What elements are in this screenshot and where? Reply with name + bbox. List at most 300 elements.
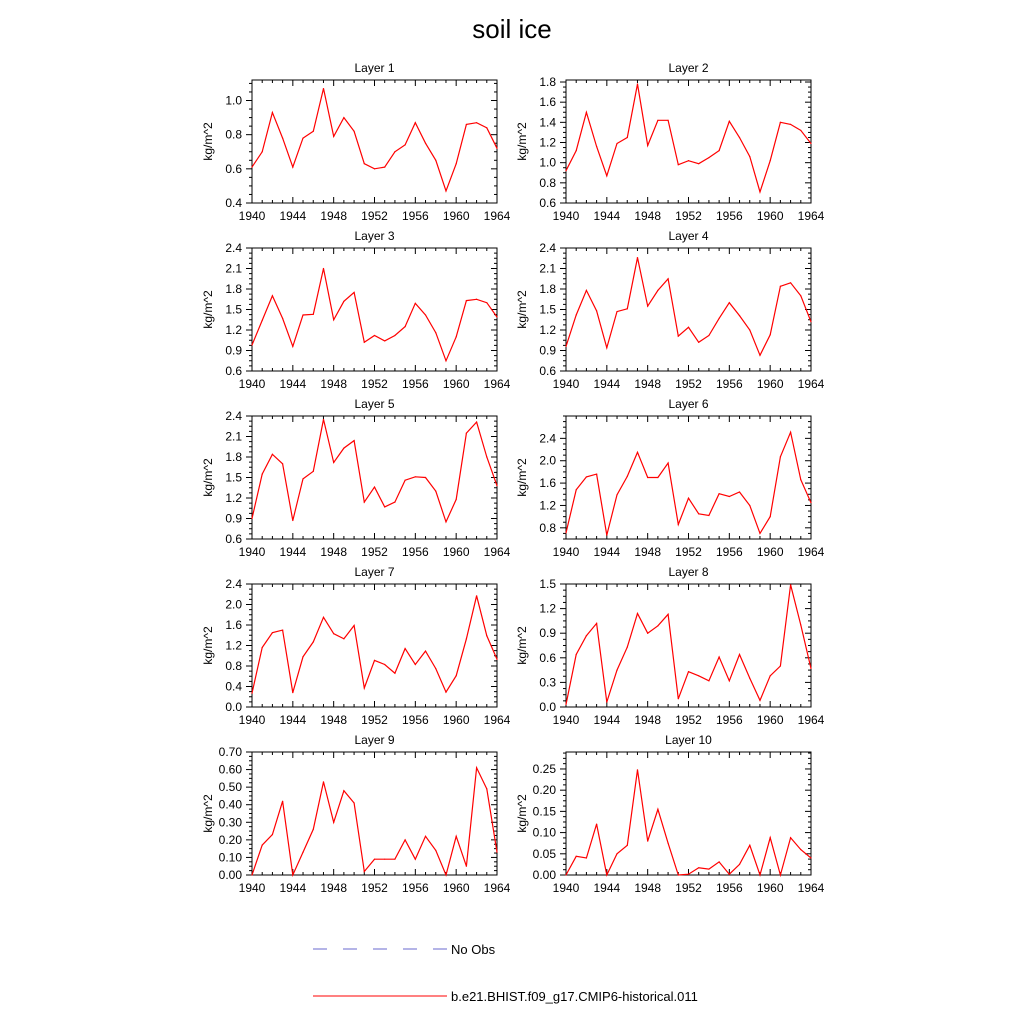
y-tick-label: 0.0 [225,700,242,714]
y-axis-label: kg/m^2 [515,626,529,665]
data-point [606,874,607,875]
y-tick-label: 1.2 [539,601,556,616]
data-point [698,163,699,164]
data-point [780,874,781,875]
data-point [780,665,781,666]
data-point [384,506,385,507]
data-point [790,837,791,838]
data-point [251,874,252,875]
y-tick-label: 0.40 [218,797,242,812]
data-point [770,837,771,838]
data-point [394,502,395,503]
data-point [313,131,314,132]
data-point [384,859,385,860]
x-tick-label: 1960 [756,545,784,559]
data-point [729,496,730,497]
y-tick-label: 0.30 [218,815,242,830]
y-tick-label: 1.5 [225,302,242,317]
y-tick-label: 0.00 [532,868,556,882]
data-point [313,829,314,830]
data-point [405,648,406,649]
data-point [800,849,801,850]
data-point [759,533,760,534]
y-tick-label: 2.4 [225,241,242,255]
data-point [627,137,628,138]
data-point [262,151,263,152]
data-point [394,151,395,152]
y-axis-label: kg/m^2 [515,290,529,329]
data-point [251,518,252,519]
data-point [262,845,263,846]
y-tick-label: 1.2 [539,323,556,337]
data-point [586,857,587,858]
y-tick-label: 1.8 [225,282,242,296]
x-tick-label: 1944 [279,209,307,223]
data-point [565,874,566,875]
data-point [496,852,497,853]
y-tick-label: 0.6 [225,364,242,378]
y-tick-label: 1.4 [539,115,556,130]
y-tick-label: 0.15 [532,804,556,819]
data-point [262,473,263,474]
y-tick-label: 1.8 [225,450,242,464]
data-point [596,146,597,147]
legend-model-label: b.e21.BHIST.f09_g17.CMIP6-historical.011 [451,989,698,1004]
data-point [292,167,293,168]
series-line [566,770,811,875]
data-point [708,157,709,158]
x-tick-label: 1964 [797,377,825,391]
data-point [627,308,628,309]
data-point [637,452,638,453]
panel-8 [515,565,825,727]
y-tick-label: 0.70 [218,745,242,759]
data-point [678,164,679,165]
x-tick-label: 1960 [442,881,470,895]
x-tick-label: 1964 [483,377,511,391]
data-point [302,852,303,853]
data-point [647,633,648,634]
x-tick-label: 1948 [320,545,348,559]
data-point [739,654,740,655]
data-point [251,167,252,168]
x-tick-label: 1952 [675,545,702,559]
x-tick-label: 1952 [361,209,388,223]
data-point [616,494,617,495]
data-point [333,136,334,137]
data-point [800,624,801,625]
y-tick-label: 1.2 [539,498,556,513]
data-point [302,314,303,315]
data-point [415,476,416,477]
y-tick-label: 0.8 [225,659,242,673]
data-point [445,692,446,693]
data-point [688,671,689,672]
x-tick-label: 1944 [593,713,621,727]
y-tick-label: 2.1 [225,429,242,444]
y-tick-label: 1.2 [225,323,242,337]
series-line [566,432,811,535]
y-tick-label: 1.8 [539,282,556,296]
data-point [292,520,293,521]
data-point [739,491,740,492]
data-point [476,299,477,300]
panel-title: Layer 7 [354,565,395,579]
data-point [415,859,416,860]
data-point [445,360,446,361]
data-point [394,673,395,674]
x-tick-label: 1944 [593,209,621,223]
y-tick-label: 1.0 [539,155,556,170]
panel-frame [252,80,497,203]
x-tick-label: 1944 [593,377,621,391]
x-tick-label: 1948 [634,881,662,895]
x-tick-label: 1940 [238,209,266,223]
legend [313,942,698,1004]
data-point [698,867,699,868]
data-point [374,859,375,860]
y-tick-label: 0.00 [218,868,242,882]
x-tick-label: 1944 [593,545,621,559]
x-tick-label: 1956 [401,545,429,559]
data-point [759,700,760,701]
data-point [466,638,467,639]
y-tick-label: 0.3 [539,675,556,690]
data-point [456,836,457,837]
data-point [251,344,252,345]
x-tick-label: 1964 [797,545,825,559]
series-line [252,89,497,192]
data-point [616,311,617,312]
x-tick-label: 1940 [552,881,580,895]
data-point [719,318,720,319]
data-point [790,124,791,125]
data-point [262,647,263,648]
x-tick-label: 1956 [715,713,743,727]
y-tick-label: 0.4 [225,196,242,210]
data-point [496,659,497,660]
data-point [496,485,497,486]
data-point [647,305,648,306]
data-point [282,137,283,138]
panel-7 [201,565,511,727]
data-point [272,295,273,296]
panel-1 [201,61,511,223]
y-tick-label: 0.50 [218,780,242,795]
x-tick-label: 1952 [361,545,388,559]
data-point [323,268,324,269]
data-point [770,160,771,161]
data-point [353,802,354,803]
x-tick-label: 1948 [320,377,348,391]
x-tick-label: 1960 [442,545,470,559]
x-tick-label: 1956 [401,209,429,223]
data-point [637,769,638,770]
data-point [425,143,426,144]
data-point [647,145,648,146]
y-tick-label: 2.4 [539,431,556,446]
data-point [565,170,566,171]
data-point [770,675,771,676]
x-tick-label: 1952 [675,713,702,727]
data-point [667,462,668,463]
y-tick-label: 1.5 [539,577,556,591]
data-point [456,163,457,164]
y-tick-label: 0.60 [218,762,242,777]
x-tick-label: 1948 [320,881,348,895]
x-tick-label: 1940 [552,713,580,727]
data-point [657,625,658,626]
data-point [251,693,252,694]
data-point [810,321,811,322]
data-point [810,502,811,503]
data-point [435,332,436,333]
data-point [667,614,668,615]
data-point [616,670,617,671]
data-point [262,320,263,321]
data-point [415,303,416,304]
panel-frame [252,248,497,371]
x-tick-label: 1960 [442,209,470,223]
data-point [445,521,446,522]
panel-2 [515,61,825,223]
data-point [313,471,314,472]
data-point [374,660,375,661]
x-tick-label: 1964 [483,209,511,223]
data-point [719,861,720,862]
y-tick-label: 1.0 [225,93,242,108]
data-point [719,150,720,151]
data-point [657,809,658,810]
y-tick-label: 1.5 [225,470,242,485]
y-tick-label: 0.0 [539,700,556,714]
x-tick-label: 1952 [675,209,702,223]
y-tick-label: 0.9 [225,511,242,526]
x-tick-label: 1948 [634,713,662,727]
data-point [486,127,487,128]
x-tick-label: 1944 [593,881,621,895]
data-point [627,476,628,477]
x-tick-label: 1964 [797,881,825,895]
data-point [627,647,628,648]
data-point [353,625,354,626]
data-point [637,83,638,84]
data-point [739,315,740,316]
data-point [415,122,416,123]
data-point [606,701,607,702]
panel-title: Layer 4 [668,229,709,243]
x-tick-label: 1960 [756,209,784,223]
x-tick-label: 1940 [238,713,266,727]
data-point [749,156,750,157]
data-point [729,680,730,681]
data-point [384,167,385,168]
data-point [810,668,811,669]
y-tick-label: 0.10 [532,825,556,840]
x-tick-label: 1956 [715,377,743,391]
data-point [476,767,477,768]
x-tick-label: 1956 [401,377,429,391]
data-point [333,319,334,320]
y-tick-label: 2.0 [539,453,556,468]
data-point [353,440,354,441]
panel-frame [252,752,497,875]
data-point [576,856,577,857]
x-tick-label: 1952 [361,377,388,391]
panel-title: Layer 5 [354,397,395,411]
y-tick-label: 0.6 [225,161,242,176]
data-point [405,480,406,481]
data-point [596,623,597,624]
data-point [647,840,648,841]
data-point [759,355,760,356]
y-axis-label: kg/m^2 [515,122,529,161]
data-point [394,859,395,860]
x-tick-label: 1952 [675,881,702,895]
data-point [698,675,699,676]
data-point [729,121,730,122]
y-tick-label: 2.0 [225,597,242,612]
panel-title: Layer 1 [354,61,395,75]
legend-obs-label: No Obs [451,942,496,957]
data-point [425,836,426,837]
data-point [770,516,771,517]
data-point [627,845,628,846]
series-line [566,258,811,356]
x-tick-label: 1964 [797,713,825,727]
x-tick-label: 1960 [442,377,470,391]
data-point [565,532,566,533]
data-point [790,584,791,585]
y-tick-label: 0.6 [225,532,242,546]
x-tick-label: 1956 [715,209,743,223]
panel-title: Layer 6 [668,397,709,411]
data-point [292,692,293,693]
panel-title: Layer 2 [668,61,709,75]
panel-frame [566,416,811,539]
data-point [496,316,497,317]
panel-title: Layer 10 [665,733,712,747]
data-point [759,874,760,875]
y-tick-label: 0.05 [532,846,556,861]
x-tick-label: 1960 [756,713,784,727]
data-point [302,478,303,479]
data-point [282,463,283,464]
y-tick-label: 0.20 [532,783,556,798]
data-point [688,874,689,875]
data-point [637,613,638,614]
panel-frame [566,80,811,203]
x-tick-label: 1944 [279,713,307,727]
y-tick-label: 1.2 [225,491,242,505]
data-point [800,479,801,480]
data-point [678,874,679,875]
x-tick-label: 1948 [320,713,348,727]
data-point [323,781,324,782]
data-point [657,120,658,121]
data-point [343,790,344,791]
data-point [729,874,730,875]
data-point [678,336,679,337]
data-point [810,857,811,858]
data-point [678,698,679,699]
y-axis-label: kg/m^2 [201,458,215,497]
data-point [466,866,467,867]
y-axis-label: kg/m^2 [201,122,215,161]
data-point [323,419,324,420]
x-tick-label: 1964 [483,713,511,727]
data-point [353,131,354,132]
x-tick-label: 1956 [715,881,743,895]
data-point [606,534,607,535]
data-point [445,874,446,875]
data-point [425,651,426,652]
data-point [323,617,324,618]
data-point [657,477,658,478]
x-tick-label: 1952 [361,713,388,727]
data-point [272,112,273,113]
data-point [353,292,354,293]
panel-10 [515,733,825,895]
x-tick-label: 1940 [552,377,580,391]
data-point [596,474,597,475]
data-point [313,314,314,315]
data-point [586,112,587,113]
panel-4 [515,229,825,391]
data-point [415,664,416,665]
data-point [364,871,365,872]
y-axis-label: kg/m^2 [515,458,529,497]
series-line [566,84,811,192]
data-point [476,422,477,423]
data-point [810,143,811,144]
data-point [466,124,467,125]
data-point [800,130,801,131]
y-tick-label: 1.5 [539,302,556,317]
data-point [759,191,760,192]
data-point [333,633,334,634]
series-line [252,269,497,361]
data-point [667,278,668,279]
data-point [606,347,607,348]
x-tick-label: 1948 [634,377,662,391]
data-point [405,326,406,327]
data-point [333,822,334,823]
data-point [647,477,648,478]
y-axis-label: kg/m^2 [201,794,215,833]
y-tick-label: 2.1 [225,261,242,276]
panel-frame [566,248,811,371]
data-point [616,853,617,854]
data-point [749,845,750,846]
y-tick-label: 0.20 [218,832,242,847]
data-point [657,290,658,291]
y-tick-label: 1.2 [225,638,242,653]
data-point [394,335,395,336]
y-tick-label: 1.6 [539,95,556,110]
x-tick-label: 1940 [552,545,580,559]
data-point [708,680,709,681]
figure-title: soil ice [472,14,552,44]
y-axis-label: kg/m^2 [201,626,215,665]
data-point [374,335,375,336]
x-tick-label: 1940 [238,377,266,391]
data-point [364,342,365,343]
data-point [708,868,709,869]
x-tick-label: 1944 [279,881,307,895]
y-tick-label: 0.9 [539,343,556,358]
data-point [688,160,689,161]
